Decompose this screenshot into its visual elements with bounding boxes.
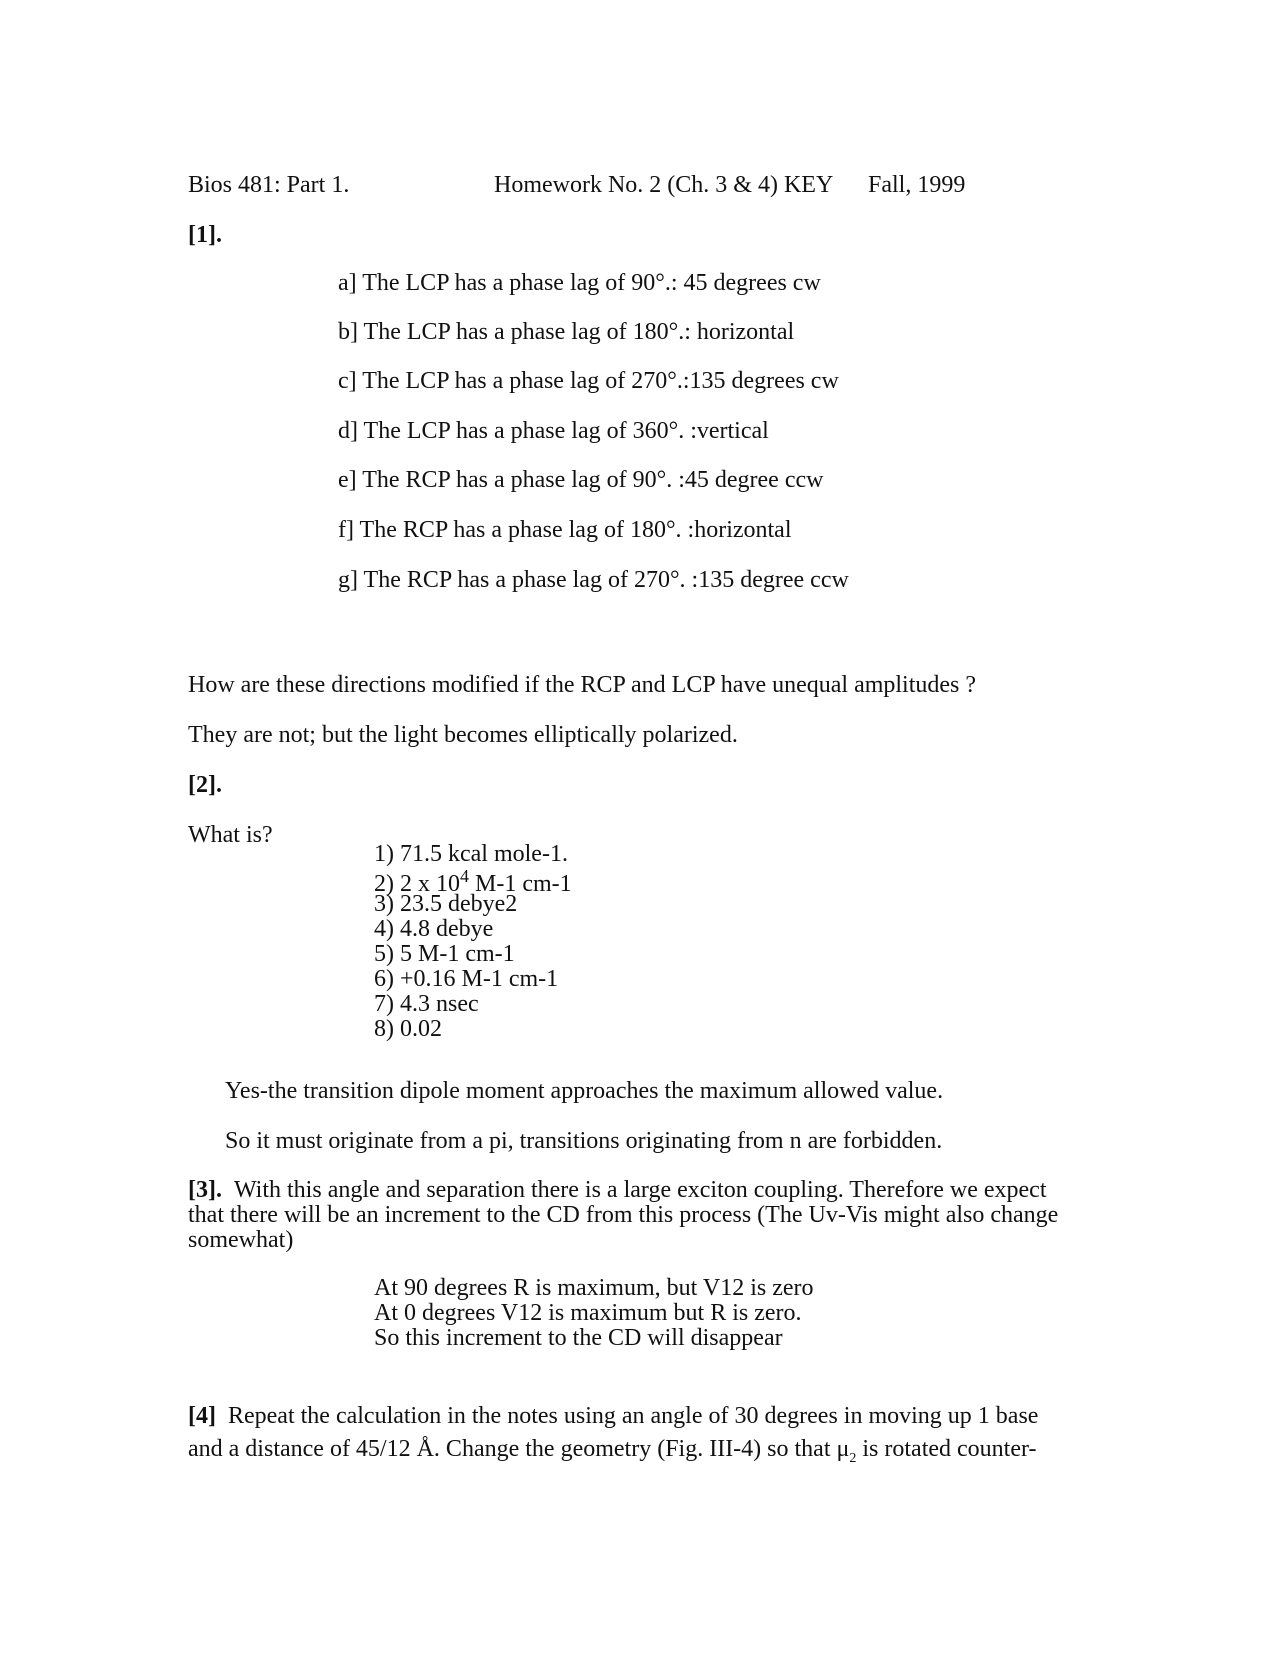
mu-symbol: μ (836, 1436, 850, 1462)
problem-4-text-after: is rotated counter- (856, 1436, 1037, 1462)
problem-2-answer-3: 3) 23.5 debye2 (374, 891, 518, 917)
problem-2-answer-7: 7) 4.3 nsec (374, 991, 479, 1017)
problem-2-answer-8: 8) 0.02 (374, 1016, 442, 1042)
problem-3-line-1: At 90 degrees R is maximum, but V12 is zero (374, 1275, 814, 1301)
problem-3-text: With this angle and separation there is a large exciton coupling. Therefore we expect that there will be an increment to the CD from this process (The Uv-Vis might also change somewhat) (188, 1177, 1059, 1253)
problem-2-explanation-2: So it must originate from a pi, transitions originating from n are forbidden. (225, 1128, 943, 1154)
problem-2-answer-5: 5) 5 M-1 cm-1 (374, 941, 515, 967)
term: Fall, 1999 (868, 172, 966, 198)
problem-1-item-a: a] The LCP has a phase lag of 90°.: 45 degrees cw (338, 270, 821, 296)
problem-1-item-b: b] The LCP has a phase lag of 180°.: horizontal (338, 319, 795, 345)
answer-2-suffix: M-1 cm-1 (469, 871, 572, 897)
problem-3-label: [3]. (188, 1177, 222, 1203)
problem-1-item-c: c] The LCP has a phase lag of 270°.:135 degrees cw (338, 368, 839, 394)
problem-2-answer-1: 1) 71.5 kcal mole-1. (374, 841, 568, 867)
problem-1-item-e: e] The RCP has a phase lag of 90°. :45 degree ccw (338, 467, 824, 493)
homework-title: Homework No. 2 (Ch. 3 & 4) KEY (494, 172, 834, 198)
answer-2-prefix: 2) 2 x 10 (374, 871, 460, 897)
problem-4-text-before: Repeat the calculation in the notes using an angle of 30 degrees in moving up 1 base and a distance of 45/12 Å. Change the geometry (Fig. III-4) so that (188, 1403, 1039, 1462)
problem-1-item-d: d] The LCP has a phase lag of 360°. :vertical (338, 418, 769, 444)
problem-4-label: [4] (188, 1403, 216, 1429)
answer-2-exponent: 4 (460, 866, 469, 886)
course-name: Bios 481: Part 1. (188, 172, 350, 198)
problem-2-label: [2]. (188, 772, 222, 798)
problem-3-line-3: So this increment to the CD will disappear (374, 1325, 783, 1351)
problem-1-answer: They are not; but the light becomes elliptically polarized. (188, 722, 738, 748)
mu-subscript: 2 (849, 1450, 857, 1466)
problem-1-label: [1]. (188, 222, 222, 248)
problem-2-explanation-1: Yes-the transition dipole moment approaches the maximum allowed value. (225, 1078, 944, 1104)
problem-2-prompt: What is? (188, 822, 273, 848)
problem-3-paragraph (188, 1178, 1078, 1253)
problem-2-answer-4: 4) 4.8 debye (374, 916, 494, 942)
problem-1-item-f: f] The RCP has a phase lag of 180°. :horizontal (338, 517, 792, 543)
problem-1-question: How are these directions modified if the RCP and LCP have unequal amplitudes ? (188, 672, 977, 698)
problem-1-item-g: g] The RCP has a phase lag of 270°. :135 degree ccw (338, 567, 849, 593)
problem-3-line-2: At 0 degrees V12 is maximum but R is zero. (374, 1300, 802, 1326)
problem-2-answer-6: 6) +0.16 M-1 cm-1 (374, 966, 559, 992)
problem-4-paragraph (188, 1400, 1078, 1475)
